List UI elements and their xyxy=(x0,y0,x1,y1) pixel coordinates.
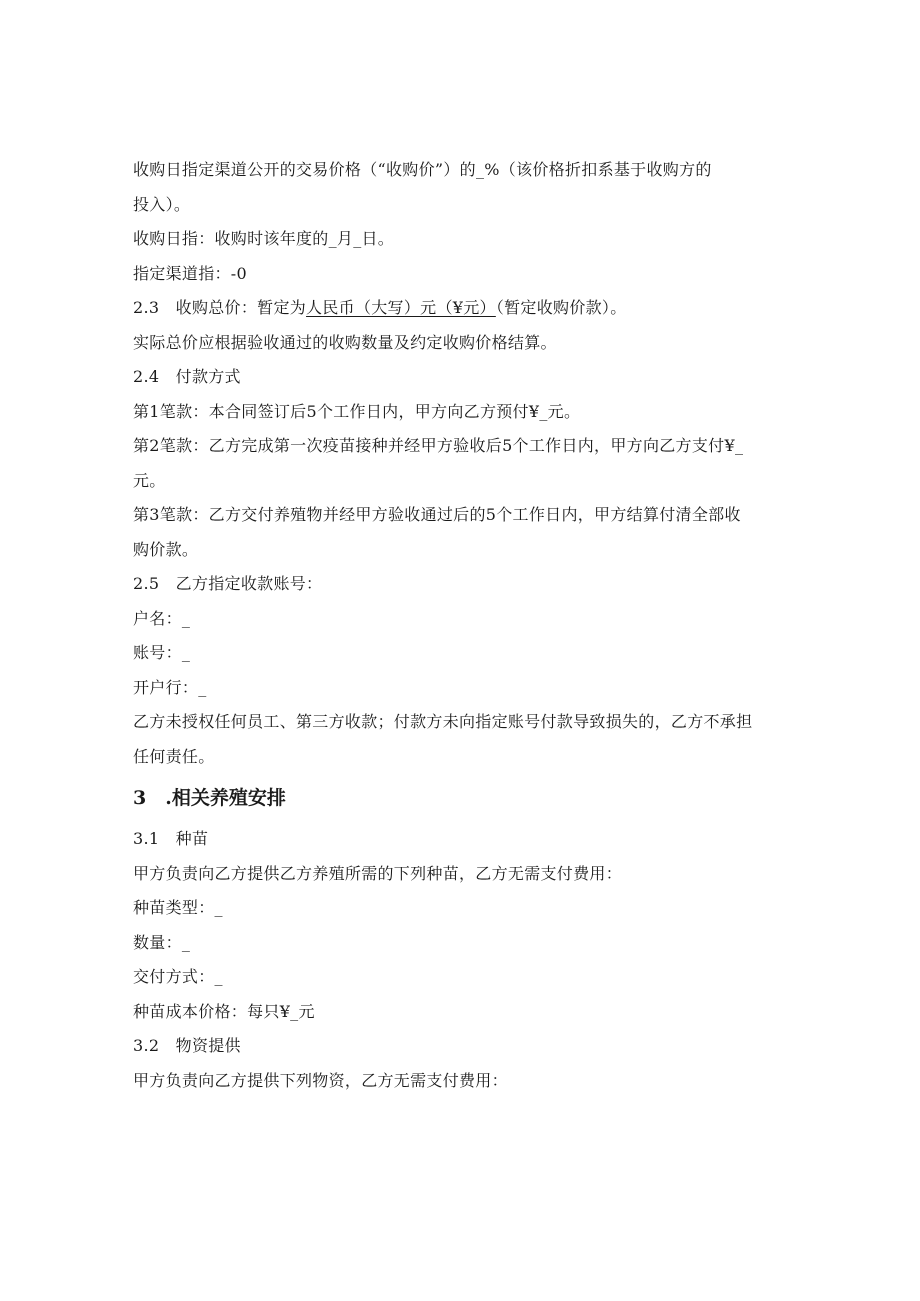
paragraph-line: 甲方负责向乙方提供下列物资，乙方无需支付费用： xyxy=(133,1070,508,1090)
account-name: 户名：_ xyxy=(133,608,191,628)
delivery-method: 交付方式：_ xyxy=(133,967,223,986)
seedling-cost: 种苗成本价格：每只¥_元 xyxy=(133,1001,315,1021)
clause-3-2-title: 3.2 物资提供 xyxy=(133,1036,241,1055)
paragraph-line: 甲方负责向乙方提供乙方养殖所需的下列种苗，乙方无需支付费用： xyxy=(133,863,623,883)
paragraph-line: 投入）。 xyxy=(133,194,191,214)
clause-text: 2.3 收购总价：暂定为 xyxy=(133,298,307,317)
clause-text: （暂定收购价款）。 xyxy=(495,298,627,317)
account-bank: 开户行：_ xyxy=(133,677,207,697)
section-3-heading: 3 .相关养殖安排 xyxy=(133,787,286,809)
paragraph-line: 任何责任。 xyxy=(133,746,215,766)
paragraph-line: 元。 xyxy=(133,470,166,490)
paragraph-line: 指定渠道指：-0 xyxy=(133,263,247,283)
paragraph-line: 乙方未授权任何员工、第三方收款；付款方未向指定账号付款导致损失的，乙方不承担 xyxy=(133,712,753,731)
clause-2-3-total-price xyxy=(133,291,793,326)
payment-2: 第2笔款：乙方完成第一次疫苗接种并经甲方验收后5个工作日内，甲方向乙方支付¥_ xyxy=(133,436,744,455)
seedling-quantity: 数量：_ xyxy=(133,932,191,952)
paragraph-line: 收购日指：收购时该年度的_月_日。 xyxy=(133,229,395,248)
seedling-type: 种苗类型：_ xyxy=(133,898,223,917)
paragraph-line: 实际总价应根据验收通过的收购数量及约定收购价格结算。 xyxy=(133,332,557,352)
payment-3: 第3笔款：乙方交付养殖物并经甲方验收通过后的5个工作日内，甲方结算付清全部收 xyxy=(133,505,741,524)
paragraph-line: 收购日指定渠道公开的交易价格（“收购价”）的_%（该价格折扣系基于收购方的 xyxy=(133,160,712,179)
clause-2-4-title: 2.4 付款方式 xyxy=(133,367,241,386)
clause-3-1-title: 3.1 种苗 xyxy=(133,829,209,848)
account-number: 账号：_ xyxy=(133,643,191,662)
payment-1: 第1笔款：本合同签订后5个工作日内，甲方向乙方预付¥_元。 xyxy=(133,401,581,421)
underlined-amount: 人民币（大写）元（¥元） xyxy=(306,298,496,317)
paragraph-line: 购价款。 xyxy=(133,539,199,559)
clause-2-5-title: 2.5 乙方指定收款账号： xyxy=(133,574,323,593)
document-page xyxy=(133,153,793,1098)
